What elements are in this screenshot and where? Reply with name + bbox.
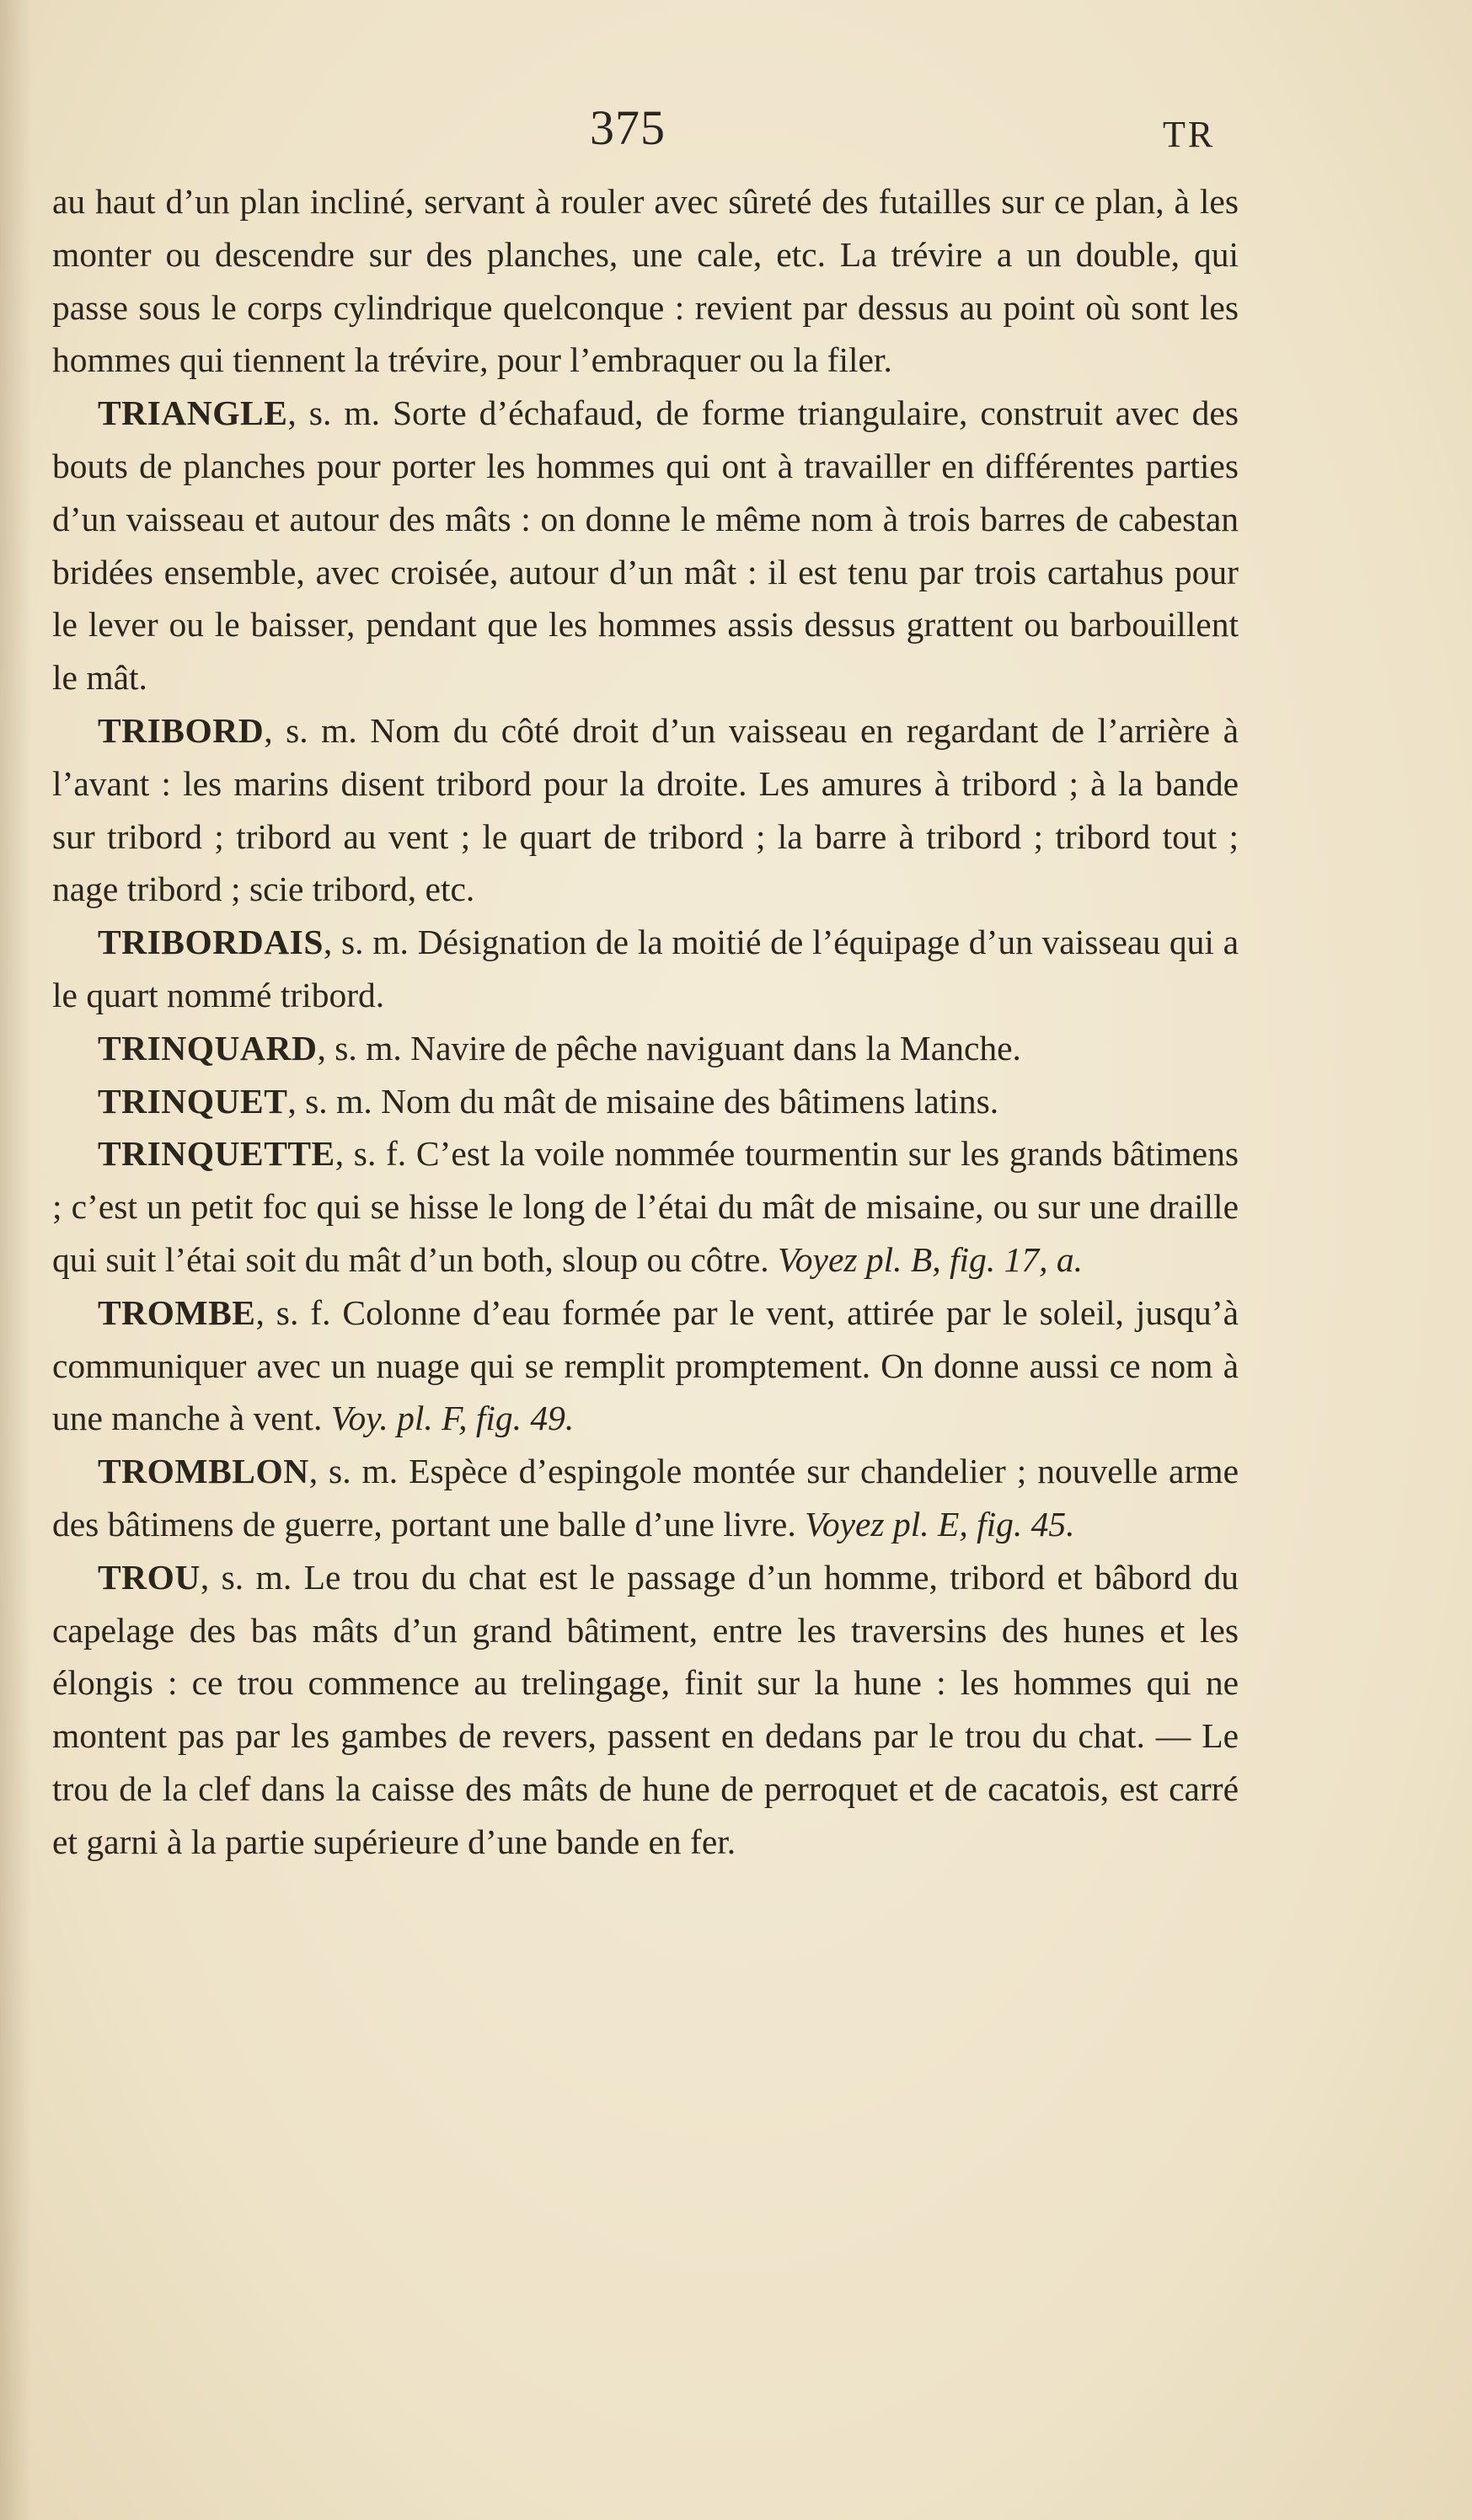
definition: Colonne d’eau formée par le vent, attirée par le soleil, jusqu’à communiquer avec un nuage qui se remplit promptement. On donne aussi ce nom à une manche à vent. [52, 1292, 1239, 1438]
grammar-label: , s. m. [287, 1081, 372, 1121]
entry-tromblon [52, 1445, 1239, 1551]
entry-trinquette [52, 1127, 1239, 1286]
grammar-label: , s. f. [335, 1134, 407, 1174]
headword: TRINQUETTE [98, 1134, 335, 1174]
entry-tribord [52, 704, 1239, 916]
headword: TROU [98, 1557, 201, 1597]
definition: Navire de pêche naviguant dans la Manche. [410, 1028, 1021, 1067]
headword: TRIBORD [98, 710, 265, 750]
entry-trinquet [52, 1075, 1239, 1128]
definition: Le trou du chat est le passage d’un homme, tribord et bâbord du capelage des bas mâts d’un grand bâtiment, entre les traversins des hunes et les élongis : ce trou commence au trelingage, finit sur la hune : les hommes qui ne montent pas par les gambes de revers, passent en dedans par le trou du chat. — Le trou de la clef dans la caisse des mâts de hune de perroquet et de cacatois, est carré et garni à la partie supérieure d’une bande en fer. [52, 1557, 1239, 1861]
grammar-label: , s. m. [287, 393, 381, 433]
headword: TRIANGLE [98, 393, 288, 433]
page-header [0, 99, 1472, 167]
gutter-shadow [0, 0, 32, 2520]
plate-reference: Voyez pl. E, fig. 45. [805, 1504, 1075, 1544]
headword: TROMBLON [98, 1452, 309, 1491]
plate-reference: Voy. pl. F, fig. 49. [330, 1399, 575, 1438]
page-number: 375 [590, 100, 666, 155]
entry-trou [52, 1551, 1239, 1869]
grammar-label: , s. m. [317, 1028, 402, 1067]
definition: Nom du côté droit d’un vaisseau en regardant de l’arrière à l’avant : les marins disent tribord pour la droite. Les amures à tribord ; à la bande sur tribord ; tribord au vent ; le quart de tribord ; la barre à tribord ; tribord tout ; nage tribord ; scie tribord, etc. [52, 710, 1239, 909]
definition: Nom du mât de misaine des bâtimens latins. [381, 1081, 999, 1121]
headword: TRIBORDAIS [98, 923, 324, 962]
headword: TROMBE [98, 1292, 256, 1332]
grammar-label: , s. m. [200, 1557, 292, 1597]
definition: Désignation de la moitié de l’équipage d’un vaisseau qui a le quart nommé tribord. [52, 923, 1239, 1014]
grammar-label: , s. f. [255, 1292, 331, 1332]
definition: C’est la voile nommée tourmentin sur les grands bâtimens ; c’est un petit foc qui se hisse le long de l’étai du mât de misaine, ou sur une draille qui suit l’étai soit du mât d’un both, sloup ou côtre. [52, 1134, 1239, 1279]
entry-tribordais [52, 916, 1239, 1022]
grammar-label: , s. m. [308, 1452, 399, 1491]
continuation-paragraph: au haut d’un plan incliné, servant à rouler avec sûreté des futailles sur ce plan, à les monter ou descendre sur des planches, une cale, etc. La trévire a un double, qui passe sous le corps cylindrique quelconque : revient par dessus au point où sont les hommes qui tiennent la trévire, pour l’embraquer ou la filer. [52, 182, 1239, 380]
definition: Espèce d’espingole montée sur chandelier ; nouvelle arme des bâtimens de guerre, portant une balle d’une livre. [52, 1452, 1239, 1544]
running-head: TR [1163, 114, 1216, 155]
grammar-label: , s. m. [264, 710, 357, 750]
entry-triangle [52, 387, 1239, 704]
plate-reference: Voyez pl. B, fig. 17, a. [778, 1239, 1083, 1279]
headword: TRINQUET [98, 1081, 288, 1121]
grammar-label: , s. m. [323, 923, 409, 962]
dictionary-text [52, 175, 1239, 1869]
definition: Sorte d’échafaud, de forme triangulaire, construit avec des bouts de planches pour porter les hommes qui ont à travailler en différentes parties d’un vaisseau et autour des mâts : on donne le même nom à trois barres de cabestan bridées ensemble, avec croisée, autour d’un mât : il est tenu par trois cartahus pour le lever ou le baisser, pendant que les hommes assis dessus grattent ou barbouillent le mât. [52, 393, 1239, 698]
entry-trombe [52, 1287, 1239, 1445]
headword: TRINQUARD [98, 1028, 318, 1067]
entry-trinquard [52, 1022, 1239, 1075]
